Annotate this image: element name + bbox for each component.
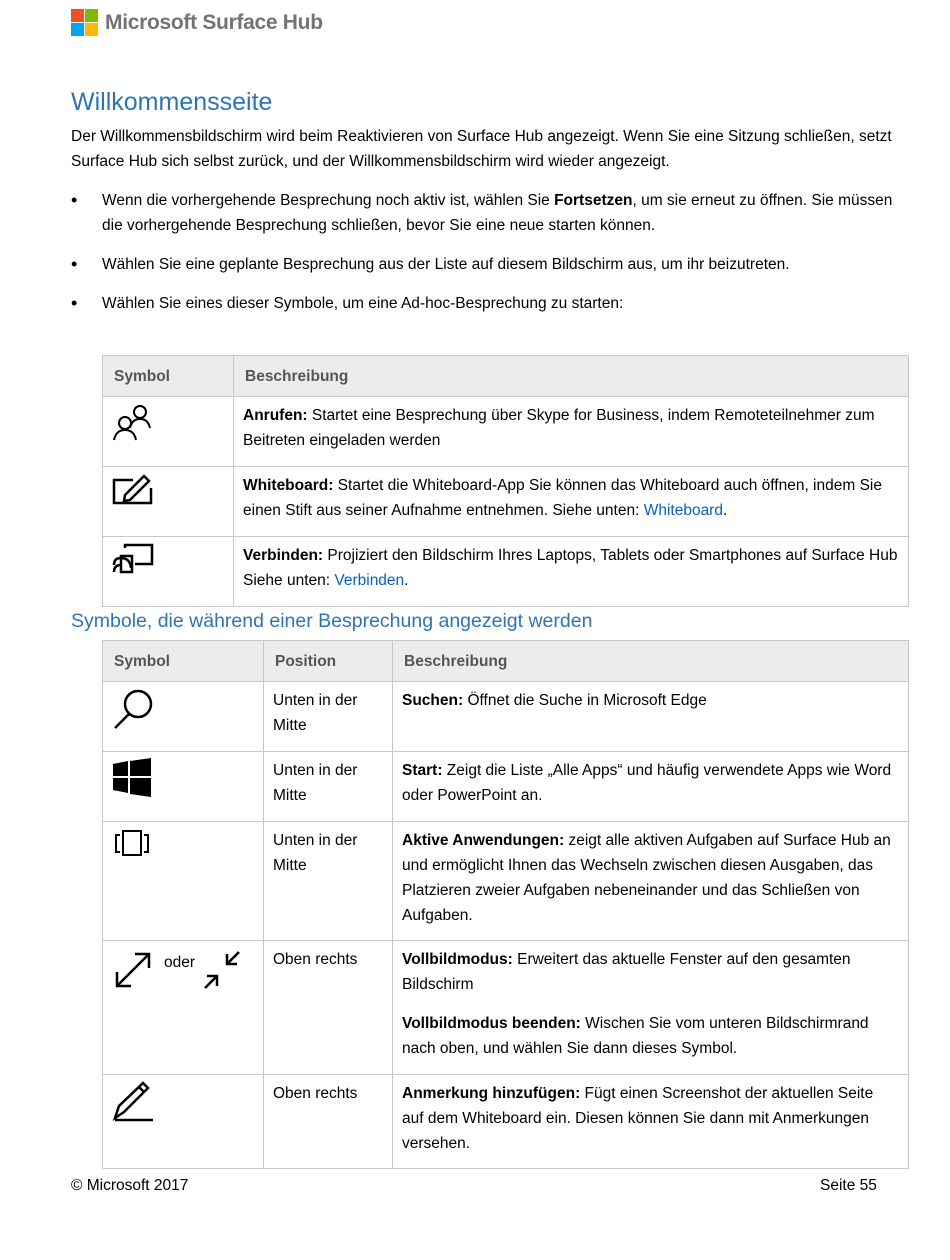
- position-cell: Unten in der Mitte: [264, 822, 393, 941]
- table-row: Anrufen: Startet eine Besprechung über Skype for Business, indem Remoteteilnehmer zum Beitreten eingeladen werden: [103, 397, 909, 467]
- section-title-symbols: Symbole, die während einer Besprechung angezeigt werden: [71, 610, 593, 632]
- column-header: Beschreibung: [393, 641, 909, 682]
- table-row: oder Oben rechts Vollbildmodus: Erweitert das aktuelle Fenster auf den gesamten Bildschirm Vollbildmodus beenden: Wischen Sie vom unteren Bildschirmrand nach oben, und wählen Sie dann dieses Symbol.: [103, 941, 909, 1075]
- bullet-item: • Wählen Sie eine geplante Besprechung aus der Liste auf diesem Bildschirm aus, um ihr beizutreten.: [71, 252, 901, 277]
- whiteboard-icon: [111, 472, 153, 508]
- bullet-item: • Wenn die vorhergehende Besprechung noch aktiv ist, wählen Sie Fortsetzen, um sie erneut zu öffnen. Sie müssen die vorhergehende Besprechung schließen, bevor Sie eine neue starten können.: [71, 188, 901, 238]
- verbinden-link[interactable]: Verbinden: [334, 572, 405, 589]
- footer-page-number: Seite 55: [820, 1177, 877, 1194]
- section-title-willkommensseite: Willkommensseite: [71, 88, 273, 116]
- search-icon: [111, 687, 155, 731]
- table-header-row: [103, 641, 909, 682]
- bullet-item: • Wählen Sie eines dieser Symbole, um eine Ad-hoc-Besprechung zu starten:: [71, 291, 901, 316]
- microsoft-logo-icon: [71, 9, 98, 36]
- position-cell: Unten in der Mitte: [264, 752, 393, 822]
- table-header-row: [103, 356, 909, 397]
- position-cell: Oben rechts: [264, 941, 393, 1075]
- whiteboard-link[interactable]: Whiteboard: [643, 502, 723, 519]
- table-row: Whiteboard: Startet die Whiteboard-App Sie können das Whiteboard auch öffnen, indem Sie einen Stift aus seiner Aufnahme entnehmen. Siehe unten: Whiteboard.: [103, 467, 909, 537]
- table-row: Verbinden: Projiziert den Bildschirm Ihres Laptops, Tablets oder Smartphones auf Surface Hub Siehe unten: Verbinden.: [103, 537, 909, 607]
- meeting-start-symbols-table: [102, 355, 909, 607]
- task-view-icon: [111, 827, 153, 859]
- column-header: Beschreibung: [234, 356, 909, 397]
- icon-separator-text: oder: [164, 954, 196, 971]
- intro-paragraph: Der Willkommensbildschirm wird beim Reaktivieren von Surface Hub angezeigt. Wenn Sie eine Sitzung schließen, setzt Surface Hub sich selbst zurück, und der Willkommensbildschirm wird wieder angezeigt.: [71, 128, 892, 170]
- column-header: Position: [264, 641, 393, 682]
- position-cell: Oben rechts: [264, 1075, 393, 1169]
- footer-copyright: © Microsoft 2017: [71, 1177, 189, 1194]
- people-icon: [111, 402, 153, 444]
- exit-fullscreen-icon: [201, 950, 243, 992]
- microsoft-surface-hub-logo: [71, 9, 323, 36]
- pen-icon: [111, 1080, 155, 1124]
- bullet-list: [71, 188, 901, 330]
- column-header: Symbol: [103, 356, 234, 397]
- meeting-symbols-table: [102, 640, 909, 1169]
- fullscreen-icon: [113, 950, 153, 990]
- column-header: Symbol: [103, 641, 264, 682]
- windows-start-icon: [111, 757, 153, 799]
- table-row: Oben rechts Anmerkung hinzufügen: Fügt einen Screenshot der aktuellen Seite auf dem Whiteboard ein. Diesen können Sie dann mit Anmerkungen versehen.: [103, 1075, 909, 1169]
- logo-text: Microsoft Surface Hub: [105, 10, 323, 34]
- connect-icon: [111, 542, 155, 576]
- position-cell: Unten in der Mitte: [264, 682, 393, 752]
- table-row: Unten in der Mitte Start: Zeigt die Liste „Alle Apps“ und häufig verwendete Apps wie Word oder PowerPoint an.: [103, 752, 909, 822]
- table-row: Unten in der Mitte Suchen: Öffnet die Suche in Microsoft Edge: [103, 682, 909, 752]
- table-row: Unten in der Mitte Aktive Anwendungen: zeigt alle aktiven Aufgaben auf Surface Hub an und ermöglicht Ihnen das Wechseln zwischen diesen Ausgaben, das Platzieren zweier Aufgaben nebeneinander und das Schließen von Aufgaben.: [103, 822, 909, 941]
